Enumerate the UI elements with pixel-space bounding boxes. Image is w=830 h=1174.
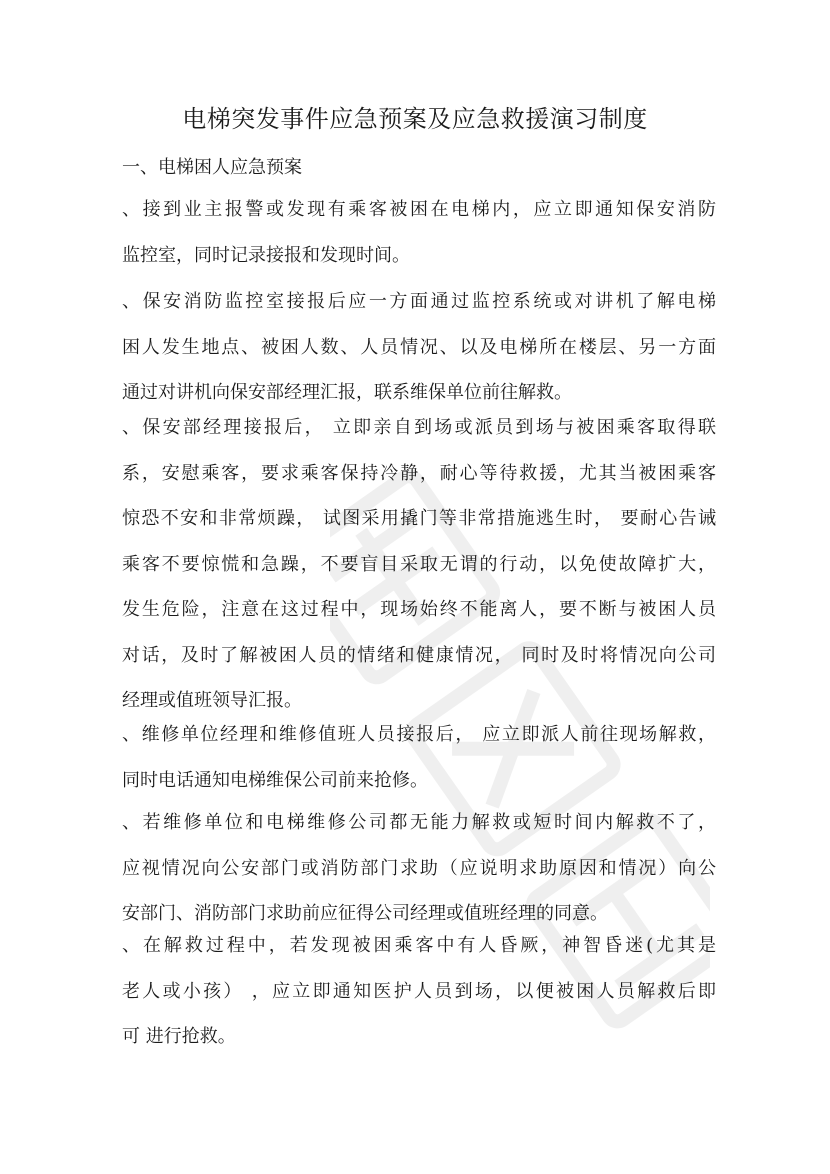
paragraph-line: 、在解救过程中，若发现被困乘客中有人昏厥，神智昏迷(尤其是 <box>122 935 716 956</box>
paragraph-line: 、保安部经理接报后， 立即亲自到场或派员到场与被困乘客取得联 <box>122 417 716 438</box>
paragraph-line: 乘客不要惊慌和急躁，不要盲目采取无谓的行动，以免使故障扩大， <box>122 553 716 575</box>
document-title: 电梯突发事件应急预案及应急救援演习制度 <box>182 105 648 133</box>
paragraph-5 <box>122 800 716 937</box>
paragraph-line: 发生危险，注意在这过程中，现场始终不能离人，要不断与被困人员 <box>122 599 716 620</box>
paragraph-6 <box>122 923 716 1060</box>
paragraph-line: 、维修单位经理和维修值班人员接报后， 应立即派人前往现场解救， <box>122 724 716 745</box>
paragraph-line: 同时电话通知电梯维保公司前来抢修。 <box>122 769 428 791</box>
paragraph-line: 应视情况向公安部门或消防部门求助（应说明求助原因和情况）向公 <box>122 857 716 879</box>
paragraph-line: 老人或小孩） ，应立即通知医护人员到场，以便被困人员解救后即 <box>122 980 716 1002</box>
paragraph-line: 监控室，同时记录接报和发现时间。 <box>122 244 410 266</box>
paragraph-line: 经理或值班领导汇报。 <box>122 690 302 711</box>
paragraph-line: 、若维修单位和电梯维修公司都无能力解救或短时间内解救不了， <box>122 812 716 833</box>
paragraph-line: 系，安慰乘客，要求乘客保持冷静，耐心等待救援，尤其当被困乘客 <box>122 462 716 484</box>
paragraph-line: 通过对讲机向保安部经理汇报，联系维保单位前往解救。 <box>122 382 572 403</box>
paragraph-3 <box>122 405 716 724</box>
paragraph-4 <box>122 712 716 803</box>
paragraph-line: 对话，及时了解被困人员的情绪和健康情况， 同时及时将情况向公司 <box>122 644 716 666</box>
paragraph-line: 惊恐不安和非常烦躁， 试图采用撬门等非常措施逃生时， 要耐心告诫 <box>122 508 716 529</box>
section-heading: 一、电梯困人应急预案 <box>122 157 302 178</box>
paragraph-line: 、接到业主报警或发现有乘客被困在电梯内，应立即通知保安消防 <box>122 199 716 220</box>
paragraph-2 <box>122 279 716 416</box>
paragraph-line: 困人发生地点、被困人数、人员情况、以及电梯所在楼层、另一方面 <box>122 336 716 358</box>
paragraph-1 <box>122 187 716 278</box>
paragraph-line: 可 进行抢救。 <box>122 1026 236 1047</box>
paragraph-line: 安部门、消防部门求助前应征得公司经理或值班经理的同意。 <box>122 903 608 924</box>
paragraph-line: 、保安消防监控室接报后应一方面通过监控系统或对讲机了解电梯 <box>122 291 716 312</box>
